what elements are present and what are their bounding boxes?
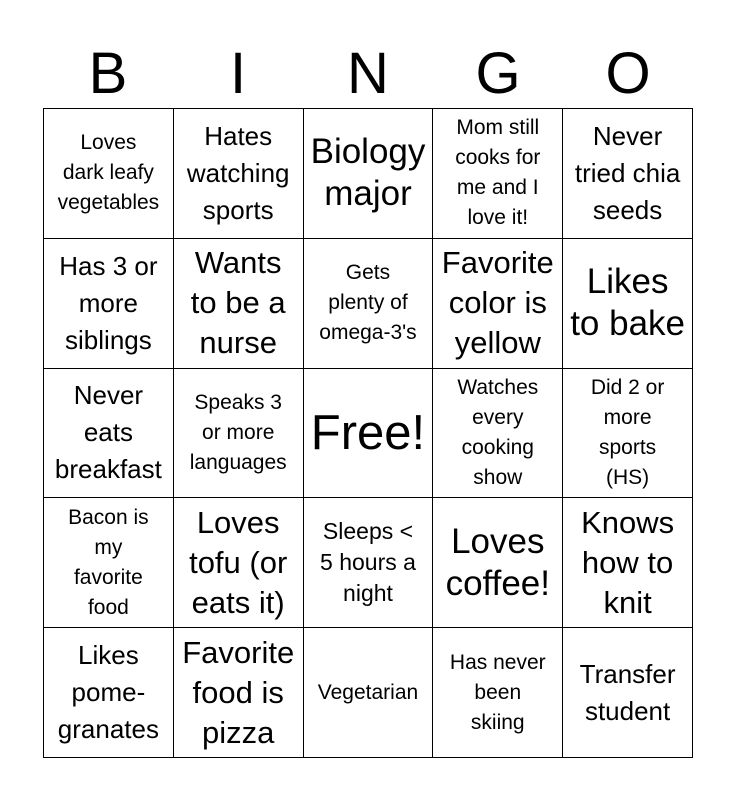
bingo-cell[interactable] [563, 498, 693, 628]
bingo-cell[interactable] [174, 239, 304, 369]
cell-text: Bacon is my favorite food [68, 505, 149, 619]
bingo-cell[interactable] [174, 498, 304, 628]
cell-text: Has never been skiing [449, 650, 546, 734]
cell-text: Biology major [310, 132, 426, 214]
bingo-cell[interactable] [563, 239, 693, 369]
bingo-cell[interactable] [563, 109, 693, 239]
cell-text: Mom still cooks for me and I love it! [455, 116, 541, 230]
bingo-cell[interactable] [433, 369, 563, 499]
cell-text: Sleeps < 5 hours a night [320, 518, 416, 607]
free-space-text: Free! [310, 405, 426, 460]
bingo-cell[interactable] [44, 109, 174, 239]
cell-text: Never eats breakfast [54, 380, 162, 485]
bingo-cell[interactable] [44, 369, 174, 499]
cell-text: Gets plenty of omega-3's [319, 261, 417, 345]
cell-text: Wants to be a nurse [190, 245, 286, 361]
cell-text: Likes pome- granates [57, 640, 159, 745]
bingo-cell[interactable] [433, 498, 563, 628]
bingo-board [43, 108, 693, 758]
cell-text: Loves dark leafy vegetables [57, 131, 160, 215]
cell-text: Speaks 3 or more languages [189, 390, 287, 474]
cell-text: Hates watching sports [186, 120, 290, 225]
bingo-cell[interactable] [44, 498, 174, 628]
cell-text: Favorite color is yellow [441, 245, 554, 361]
bingo-cell[interactable] [304, 239, 434, 369]
bingo-cell[interactable] [563, 369, 693, 499]
bingo-cell[interactable] [433, 239, 563, 369]
bingo-cell[interactable] [433, 628, 563, 758]
cell-text: Vegetarian [317, 680, 419, 704]
cell-text: Likes to bake [570, 262, 685, 344]
cell-text: Loves coffee! [445, 521, 550, 603]
cell-text: Transfer student [579, 658, 676, 726]
bingo-cell[interactable] [304, 628, 434, 758]
header-letter-o: O [605, 41, 651, 106]
cell-text: Never tried chia seeds [574, 120, 681, 225]
cell-text: Knows how to knit [581, 504, 675, 620]
bingo-cell[interactable] [304, 498, 434, 628]
cell-text: Has 3 or more siblings [59, 250, 158, 355]
header-letter-n: N [347, 41, 389, 106]
header-letter-b: B [88, 41, 128, 106]
cell-text: Favorite food is pizza [182, 634, 295, 750]
bingo-cell[interactable] [44, 239, 174, 369]
header-letter-g: G [475, 41, 521, 106]
bingo-cell[interactable] [174, 628, 304, 758]
bingo-cell[interactable] [304, 109, 434, 239]
bingo-cell[interactable] [44, 628, 174, 758]
bingo-header [43, 40, 693, 108]
free-space-cell[interactable] [304, 369, 434, 499]
header-letter-i: I [229, 41, 247, 106]
cell-text: Did 2 or more sports (HS) [590, 375, 665, 489]
cell-text: Loves tofu (or eats it) [189, 504, 288, 620]
bingo-cell[interactable] [174, 109, 304, 239]
bingo-cell[interactable] [563, 628, 693, 758]
bingo-cell[interactable] [174, 369, 304, 499]
bingo-cell[interactable] [433, 109, 563, 239]
cell-text: Watches every cooking show [457, 375, 539, 489]
